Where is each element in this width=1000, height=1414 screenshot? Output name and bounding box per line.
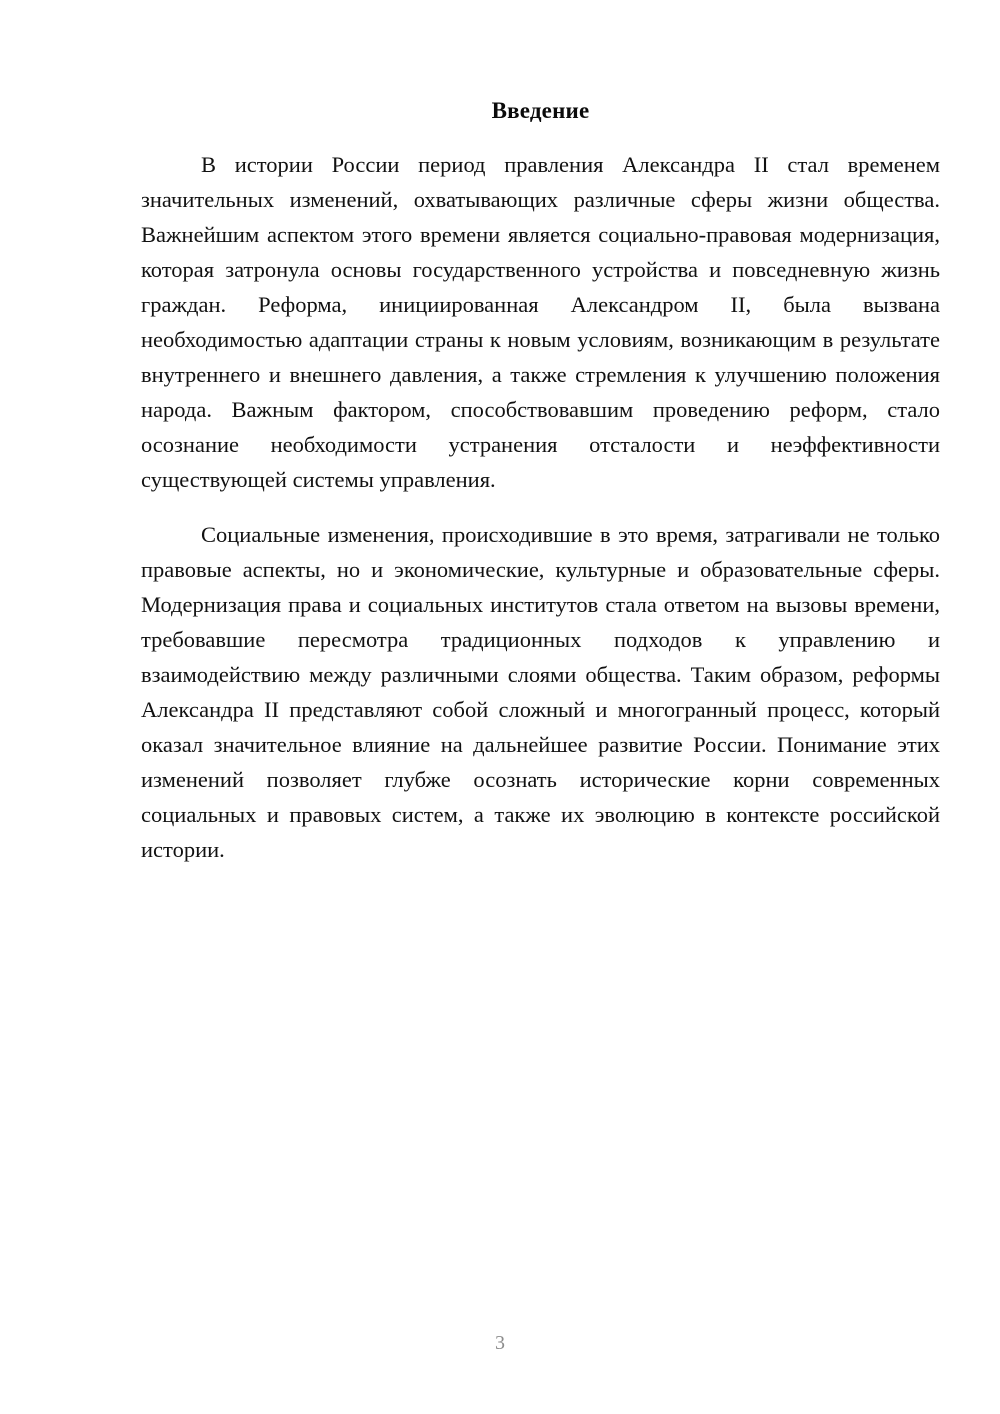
page-number: 3 [495,1332,505,1354]
page-title: Введение [491,98,590,123]
paragraph-2: Социальные изменения, происходившие в это время, затрагивали не только правовые аспекты, но и экономические, культурные и образовательные сферы. Модернизация права и социальных институтов стала ответом на вызовы времени, требовавшие пересмотра традиционных подходов к управлению и взаимодействию между различными слоями общества. Таким образом, реформы Александра II представляют собой сложный и многогранный процесс, который оказал значительное влияние на дальнейшее развитие России. Понимание этих изменений позволяет глубже осознать исторические корни современных социальных и правовых систем, а также их эволюцию в контексте российской истории. [141,522,940,862]
body-text [141,147,940,867]
page-content [141,0,940,867]
paragraph-1: В истории России период правления Александра II стал временем значительных изменений, охватывающих различные сферы жизни общества. Важнейшим аспектом этого времени является социально-правовая модернизация, которая затронула основы государственного устройства и повседневную жизнь граждан. Реформа, инициированная Александром II, была вызвана необходимостью адаптации страны к новым условиям, возникающим в результате внутреннего и внешнего давления, а также стремления к улучшению положения народа. Важным фактором, способствовавшим проведению реформ, стало осознание необходимости устранения отсталости и неэффективности существующей системы управления. [141,152,940,492]
